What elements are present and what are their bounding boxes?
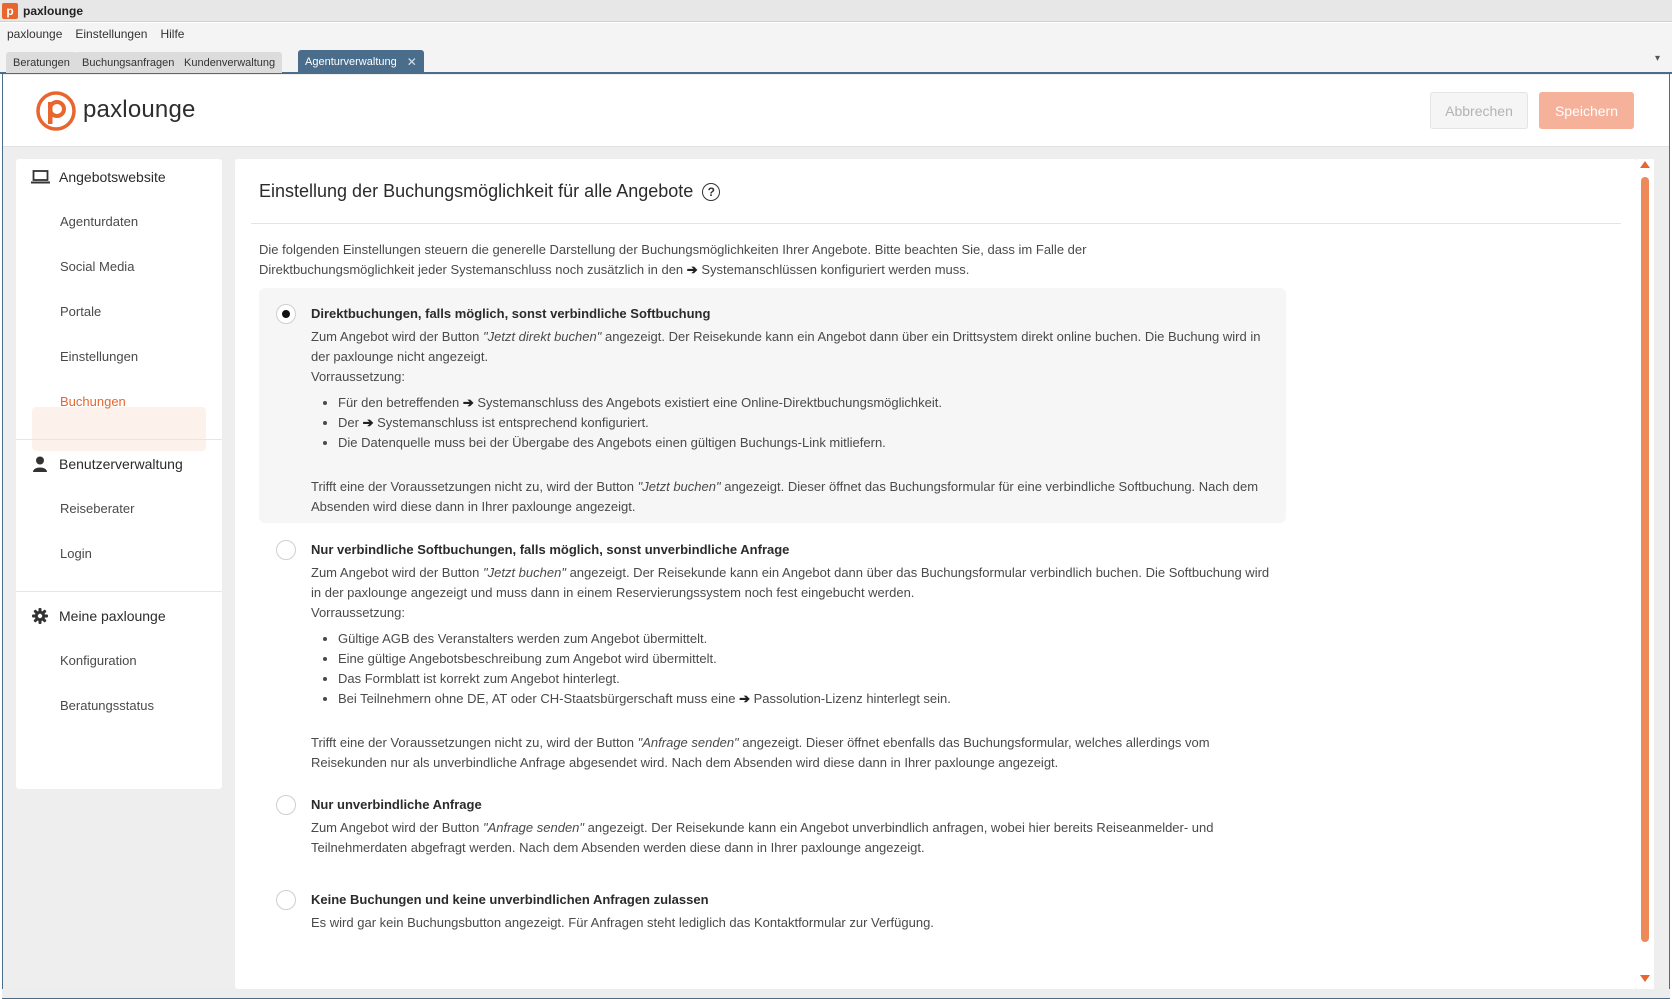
content-scrollbar[interactable] <box>1637 159 1654 989</box>
arrow-right-icon: ➔ <box>686 262 698 277</box>
user-icon <box>30 454 50 474</box>
paxlounge-logo-icon <box>36 91 76 131</box>
intro-text: Die folgenden Einstellungen steuern die generelle Darstellung der Buchungsmöglichkeiten Ihrer Angebote. Bitte beachten Sie, dass im Falle der Direktbuchungsmöglichkeit jeder Systemanschluss noch zusätzlich in den ➔ Systemanschlüssen konfiguriert werden muss. <box>259 242 1087 277</box>
fallback-description: Trifft eine der Voraussetzungen nicht zu, wird der Button "Jetzt buchen" angezeigt. Dieser öffnet das Buchungsformular für eine verbindliche Softbuchung. Nach dem Absenden wird diese dann in Ihrer paxlounge angezeigt. <box>311 479 1259 514</box>
booking-option-anfrage[interactable] <box>259 779 1286 859</box>
booking-option-keine[interactable] <box>259 874 1286 944</box>
requirements-label: Vorraussetzung: <box>311 605 405 620</box>
window-title: paxlounge <box>23 3 84 18</box>
sidebar-divider <box>16 591 222 592</box>
radio-keine-buchungen[interactable] <box>276 890 296 910</box>
help-icon[interactable]: ? <box>702 183 720 201</box>
list-item: • Der ➔ Systemanschluss ist entsprechend konfiguriert. <box>338 413 1271 433</box>
option-body <box>311 890 1271 933</box>
menu-bar <box>0 23 1672 45</box>
gear-icon <box>30 606 50 626</box>
list-item: • Für den betreffenden ➔ Systemanschluss des Angebots existiert eine Online-Direktbuchungsmöglichkeit. <box>338 393 1271 413</box>
title-divider <box>251 223 1621 224</box>
tab-close-icon[interactable]: ✕ <box>406 55 417 69</box>
requirements-list <box>338 393 1271 453</box>
option-title: Keine Buchungen und keine unverbindlichen Anfragen zulassen <box>311 892 709 907</box>
arrow-right-icon: ➔ <box>462 395 474 410</box>
sidebar-item-social-media[interactable]: Social Media <box>60 259 135 274</box>
option-description: Zum Angebot wird der Button "Jetzt direkt buchen" angezeigt. Der Reisekunde kann ein Angebot dann über ein Drittsystem direkt online buchen. Die Buchung wird in der paxlounge nicht angezeigt. <box>311 329 1261 364</box>
sidebar-group-angebotswebsite[interactable]: Angebotswebsite <box>30 167 166 187</box>
radio-softbuchung[interactable] <box>276 540 296 560</box>
menu-hilfe[interactable]: Hilfe <box>160 27 185 41</box>
list-item: • Eine gültige Angebotsbeschreibung zum Angebot wird übermittelt. <box>338 649 1271 669</box>
radio-anfrage[interactable] <box>276 795 296 815</box>
list-item: • Das Formblatt ist korrekt zum Angebot hinterlegt. <box>338 669 1271 689</box>
menu-einstellungen[interactable]: Einstellungen <box>75 27 148 41</box>
scroll-down-arrow-icon[interactable] <box>1640 975 1650 982</box>
option-description: Es wird gar kein Buchungsbutton angezeigt. Für Anfragen steht lediglich das Kontaktformular zur Verfügung. <box>311 915 934 930</box>
main-content <box>235 159 1637 989</box>
sidebar-item-portale[interactable]: Portale <box>60 304 102 319</box>
list-item: • Bei Teilnehmern ohne DE, AT oder CH-Staatsbürgerschaft muss eine ➔ Passolution-Lizenz hinterlegt sein. <box>338 689 1271 709</box>
sidebar-active-highlight <box>32 407 206 451</box>
booking-option-direktbuchung[interactable] <box>259 288 1286 523</box>
radio-direktbuchung[interactable] <box>276 304 296 324</box>
requirements-label: Vorraussetzung: <box>311 369 405 384</box>
save-button[interactable]: Speichern <box>1539 92 1634 129</box>
laptop-icon <box>30 167 50 187</box>
tab-agenturverwaltung[interactable]: Agenturverwaltung ✕ <box>298 50 424 74</box>
sidebar-item-login[interactable]: Login <box>60 546 92 561</box>
sidebar-item-beratungsstatus[interactable]: Beratungsstatus <box>60 698 154 713</box>
sidebar-group-benutzerverwaltung[interactable]: Benutzerverwaltung <box>30 454 183 474</box>
option-title: Direktbuchungen, falls möglich, sonst verbindliche Softbuchung <box>311 306 711 321</box>
sidebar-divider <box>16 439 222 440</box>
sidebar-item-konfiguration[interactable]: Konfiguration <box>60 653 137 668</box>
sidebar-item-einstellungen[interactable]: Einstellungen <box>60 349 139 364</box>
option-description: Zum Angebot wird der Button "Jetzt buchen" angezeigt. Der Reisekunde kann ein Angebot dann über das Buchungsformular verbindlich buchen. Die Softbuchung wird in der paxlounge angezeigt und muss dann in einem Reservierungssystem noch fest eingebucht werden. <box>311 565 1270 600</box>
link-systemanschluesse[interactable]: Systemanschlüssen konfiguriert werden muss. <box>701 262 970 277</box>
menu-paxlounge[interactable]: paxlounge <box>7 27 63 41</box>
page-title: Einstellung der Buchungsmöglichkeit für alle Angebote ? <box>259 181 720 202</box>
scroll-up-arrow-icon[interactable] <box>1640 161 1650 168</box>
option-body <box>311 304 1271 517</box>
scrollbar-thumb[interactable] <box>1641 177 1649 942</box>
sidebar-group-meine-paxlounge[interactable]: Meine paxlounge <box>30 606 166 626</box>
app-header <box>3 75 1669 147</box>
brand-name: paxlounge <box>83 96 196 123</box>
list-item: • Gültige AGB des Veranstalters werden zum Angebot übermittelt. <box>338 629 1271 649</box>
sidebar <box>16 159 222 789</box>
sidebar-item-reiseberater[interactable]: Reiseberater <box>60 501 135 516</box>
tab-kundenverwaltung[interactable]: Kundenverwaltung <box>177 52 282 73</box>
tab-bar <box>0 45 1672 74</box>
option-description: Zum Angebot wird der Button "Anfrage senden" angezeigt. Der Reisekunde kann ein Angebot unverbindlich anfragen, wobei hier bereits Reiseanmelder- und Teilnehmerdaten abgefragt werden. Nach dem Absenden werden diese dann in Ihrer paxlounge angezeigt. <box>311 820 1214 855</box>
radio-selected-dot <box>282 310 290 318</box>
sidebar-item-buchungen[interactable]: Buchungen <box>60 394 126 409</box>
list-item: • Die Datenquelle muss bei der Übergabe des Angebots einen gültigen Buchungs-Link mitliefern. <box>338 433 1271 453</box>
booking-option-softbuchung[interactable] <box>259 524 1286 770</box>
sidebar-item-agenturdaten[interactable]: Agenturdaten <box>60 214 139 229</box>
window-bottom-border <box>2 989 1670 999</box>
fallback-description: Trifft eine der Voraussetzungen nicht zu, wird der Button "Anfrage senden" angezeigt. Dieser öffnet ebenfalls das Buchungsformular, welches allerdings vom Reisekunden nur als unverbindliche Anfrage abgesendet wird. Nach dem Absenden wird diese dann in Ihrer paxlounge angezeigt. <box>311 735 1210 770</box>
window-titlebar <box>0 0 1672 22</box>
option-body <box>311 795 1271 858</box>
cancel-button[interactable]: Abbrechen <box>1430 92 1528 129</box>
paxlounge-app-icon: p <box>2 3 18 19</box>
option-title: Nur unverbindliche Anfrage <box>311 797 482 812</box>
requirements-list <box>338 629 1271 709</box>
option-title: Nur verbindliche Softbuchungen, falls möglich, sonst unverbindliche Anfrage <box>311 542 790 557</box>
arrow-right-icon: ➔ <box>739 691 750 706</box>
tab-list-dropdown-icon[interactable]: ▾ <box>1654 53 1660 64</box>
arrow-right-icon: ➔ <box>362 415 374 430</box>
option-body <box>311 540 1271 773</box>
tab-buchungsanfragen[interactable]: Buchungsanfragen <box>75 52 181 73</box>
tab-beratungen[interactable]: Beratungen <box>6 52 77 73</box>
